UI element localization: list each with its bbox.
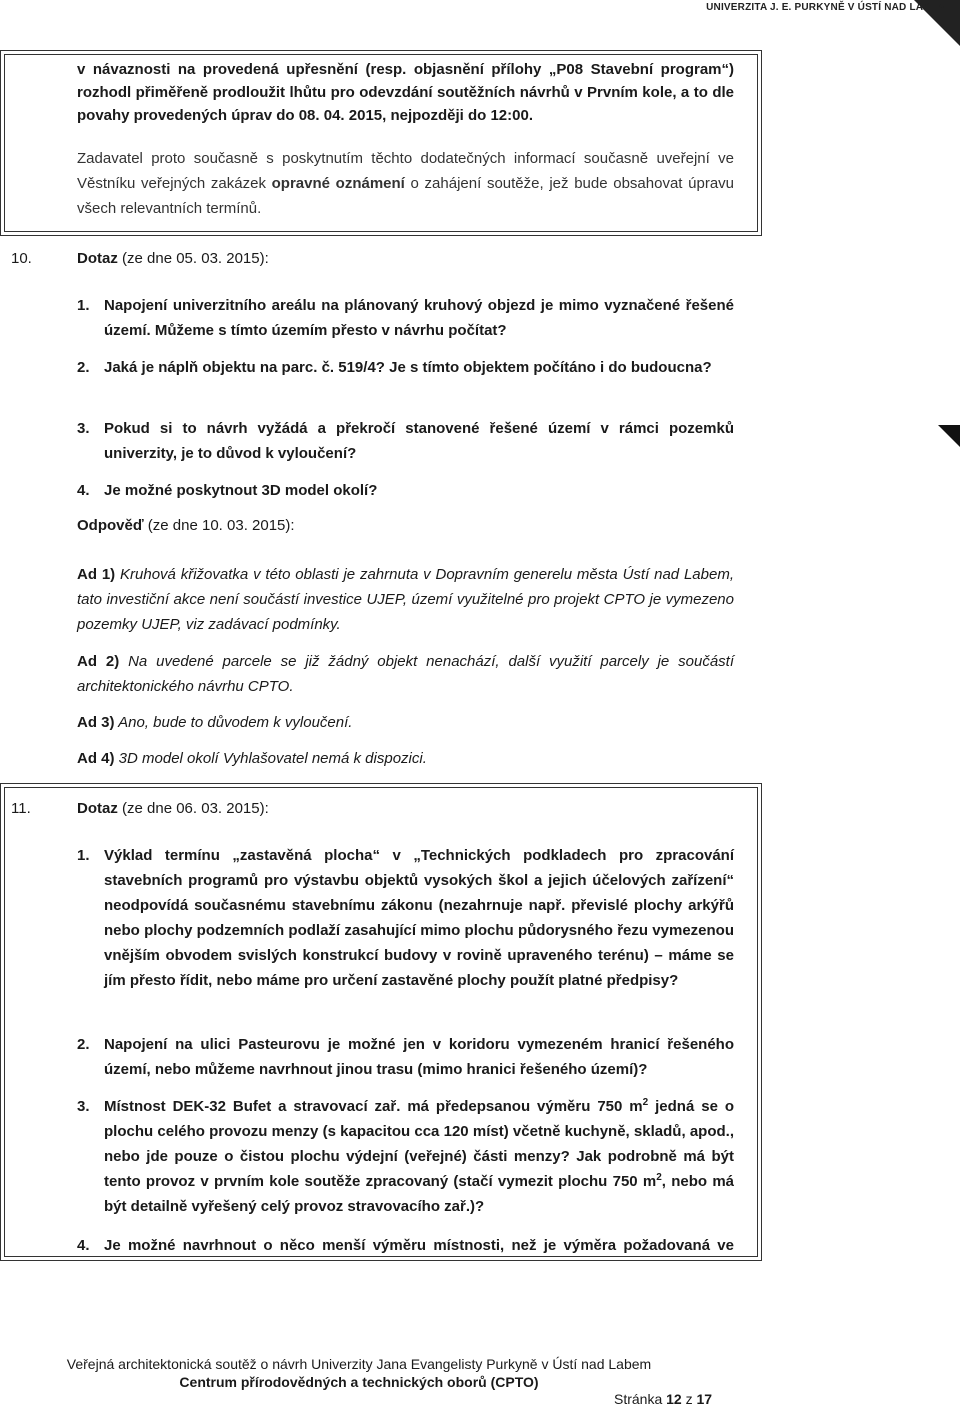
q10-item-4 [77, 478, 734, 503]
answer-ad-1-text: Kruhová křižovatka v této oblasti je zahrnuta v Dopravním generelu města Ústí nad Labem, tato investiční akce není součástí investice UJEP, území využitelné pro projekt CPTO je vymezeno pozemky UJEP, viz zadávací podmínky. [77, 566, 734, 633]
q11-item-1-text: Výklad termínu „zastavěná plocha“ v „Technických podkladech pro zpracování stavebních programů pro výstavbu objektů vysokých škol a jejich účelových zařízení“ neodpovídá současnému stavebnímu zákonu (nezahrnuje např. převislé plochy arkýřů nebo plochy podzemních podlaží zasahující mimo plochu půdorysného řezu vymezenou vnějším obvodem svislých konstrukcí budovy v rovině upraveného terénu) – máme se jím přesto řídit, nebo máme pro určení zastavěné plochy použít platné předpisy? [104, 847, 734, 989]
q11-item-2-text: Napojení na ulici Pasteurovu je možné jen v koridoru vymezeném hranicí řešeného území, nebo můžeme navrhnout jinou trasu (mimo hranici řešeného území)? [104, 1036, 734, 1078]
answer-ad-3-label: Ad 3) [77, 714, 115, 731]
odpoved-date: (ze dne 10. 03. 2015): [143, 517, 295, 534]
deadline-paragraph: v návaznosti na provedená upřesnění (resp. objasnění přílohy „P08 Stavební program“) rozhodl přiměřeně prodloužit lhůtu pro odevzdání soutěžních návrhů v Prvním kole, a to dle povahy provedených úprav do 08. 04. 2015, nejpozději do 12:00. [77, 61, 734, 124]
q11-item-3-number: 3. [77, 1098, 90, 1115]
q10-item-3 [77, 416, 734, 466]
side-corner-mark [938, 425, 960, 447]
answer-ad-1 [77, 562, 734, 637]
q11-item-3-text [104, 1094, 734, 1219]
answer-ad-2-text: Na uvedené parcele se již žádný objekt nenachází, další využití parcely je součástí architektonického návrhu CPTO. [77, 653, 735, 695]
answer-10-heading [77, 513, 295, 538]
correction-paragraph [77, 146, 734, 221]
footer-line-1: Veřejná architektonická soutěž o návrh Univerzity Jana Evangelisty Purkyně v Ústí nad Labem [66, 1356, 652, 1372]
q11-item-2 [77, 1032, 734, 1082]
university-brand: UNIVERZITA J. E. PURKYNĚ V ÚSTÍ NAD LABEM [706, 2, 946, 13]
q11-item-1 [77, 843, 734, 993]
q11-item-2-number: 2. [77, 1036, 90, 1053]
dotaz-11-date: (ze dne 06. 03. 2015): [117, 800, 269, 817]
q11-item-4 [77, 1233, 734, 1258]
page-total: 17 [696, 1391, 713, 1407]
correction-text-end: o zahájení soutěže, jež bude obsahovat úpravu všech relevantních termínů. [77, 175, 735, 217]
superscript-2b: 2 [656, 1172, 662, 1183]
q10-item-1-number: 1. [77, 297, 90, 314]
q10-item-1-text: Napojení univerzitního areálu na plánovaný kruhový objezd je mimo vyznačené řešené území. Můžeme s tímto územím přesto v návrhu počítat? [104, 297, 734, 339]
answer-ad-3 [77, 710, 734, 735]
q10-item-3-text: Pokud si to návrh vyžádá a překročí stanovené řešené území v rámci pozemků univerzity, je to důvod k vyloučení? [104, 420, 734, 462]
page-number [614, 1390, 712, 1408]
question-11-heading [77, 796, 269, 821]
footer-line-2: Centrum přírodovědných a technických oborů (CPTO) [179, 1374, 539, 1390]
q10-item-4-number: 4. [77, 482, 90, 499]
superscript-2: 2 [642, 1097, 649, 1108]
q11-item-4-text: Je možné navrhnout o něco menší výměru místnosti, než je výměra požadovaná ve [104, 1237, 734, 1254]
q10-item-2-number: 2. [77, 359, 90, 376]
answer-ad-4-text: 3D model okolí Vyhlašovatel nemá k dispozici. [114, 750, 427, 767]
correction-notice: opravné oznámení [271, 175, 405, 192]
answer-ad-1-label: Ad 1) [77, 566, 116, 583]
q10-item-3-number: 3. [77, 420, 90, 437]
page-sep: z [685, 1391, 693, 1407]
answer-ad-4-label: Ad 4) [77, 750, 115, 767]
page-current: 12 [666, 1391, 682, 1407]
q11-item-4-number: 4. [77, 1237, 90, 1254]
answer-ad-3-text: Ano, bude to důvodem k vyloučení. [114, 714, 353, 731]
correction-text-start: Zadavatel proto současně s poskytnutím těchto dodatečných informací současně uveřejní ve Věstníku veřejných zakázek [77, 150, 734, 192]
answer-ad-2-label: Ad 2) [77, 653, 120, 670]
answer-ad-4 [77, 746, 734, 771]
q11-item-3 [77, 1094, 734, 1219]
dotaz-label: Dotaz [77, 250, 118, 267]
q10-item-2-text: Jaká je náplň objektu na parc. č. 519/4? Je s tímto objektem počítáno i do budoucna? [104, 359, 712, 376]
q11-item-1-number: 1. [77, 847, 90, 864]
q11-item-3-text-b: jedná se o plochu celého provozu menzy (s kapacitou cca 120 míst) včetně kuchyně, skladů, apod., nebo jde pouze o čistou plochu výdejní (veřejné) části menzy? Jak podrobně má být tento provoz v prvním kole soutěže zpracovaný (stačí vymezit plochu 750 m [104, 1098, 734, 1190]
question-10-heading [77, 246, 269, 271]
answer-ad-2 [77, 649, 734, 699]
question-10-number: 10. [11, 250, 32, 267]
q10-item-2 [77, 355, 734, 380]
q10-item-1 [77, 293, 734, 343]
q11-item-3-text-c: , nebo má být detailně vyřešený celý provoz stravovacího zař.)? [104, 1173, 735, 1215]
dotaz-date: (ze dne 05. 03. 2015): [117, 250, 269, 267]
page-label: Stránka [614, 1391, 663, 1407]
q10-item-4-text: Je možné poskytnout 3D model okolí? [104, 482, 378, 499]
q11-item-3-text-a: Místnost DEK-32 Bufet a stravovací zař. má předepsanou výměru 750 m [104, 1098, 643, 1115]
odpoved-label: Odpověď [77, 517, 144, 534]
question-11-number: 11. [11, 800, 31, 817]
dotaz-11-label: Dotaz [77, 800, 118, 817]
